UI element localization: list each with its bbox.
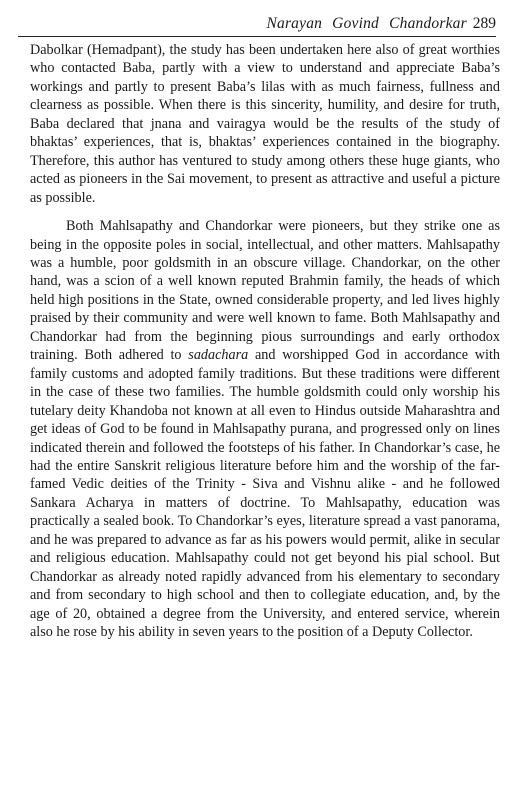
running-header-title: Narayan Govind Chandorkar: [266, 15, 467, 32]
paragraph-2: [30, 217, 500, 641]
paragraph-2-part-1: Both Mahlsapathy and Chandorkar were pioneers, but they strike one as being in the opposite poles in social, intellectual, and other matters. Mahlsapathy was a humble, poor goldsmith in an obscure village. Chandorkar, on the other hand, was a scion of a well known reputed Brahmin family, the heads of which held high positions in the State, owned considerable property, and led lives highly praised by their community and were well known to fame. Both Mahlsapathy and Chandorkar had from the beginning pious surroundings and early orthodox training. Both adhered to: [30, 218, 500, 364]
paragraph-1: Dabolkar (Hemadpant), the study has been undertaken here also of great worthies who contacted Baba, partly with a view to understand and appreciate Baba’s workings and partly to present Baba’s lilas with as much fairness, fullness and clearness as possible. When there is this sincerity, humility, and desire for truth, Baba declared that jnana and vairagya would be the results of the study of bhaktas’ experiences, that is, bhaktas’ experiences contained in the biography. Therefore, this author has ventured to study among others these huge giants, who acted as pioneers in the Sai movement, to present as attractive and useful a picture as possible.: [30, 42, 500, 206]
paragraph-2-part-2: and worshipped God in accordance with family customs and adopted family traditions. But these traditions were different in the case of these two families. The humble goldsmith could only worship his tutelary deity Khandoba not known at all even to Hindus outside Maharashtra and get ideas of God to be found in Mahlsapathy purana, and progressed only on lines indicated therein and followed the footsteps of his father. In Chandorkar’s case, he had the entire Sanskrit religious literature before him and the worship of the far-famed Vedic deities of the Trinity - Siva and Vishnu alike - and he followed Sankara Acharya in matters of doctrine. To Mahlsapathy, education was practically a sealed book. To Chandorkar’s eyes, literature spread a vast panorama, and he was prepared to advance as far as his powers would permit, alike in secular and religious education. Mahlsapathy could not get beyond his pial school. But Chandorkar as already noted rapidly advanced from his elementary to secondary and from secondary to high school and then to collegiate education, and, by the age of 20, obtained a degree from the University, and entered service, wherein also he rose by his ability in seven years to the position of a Deputy Collector.: [30, 347, 500, 641]
italic-term: sadachara: [188, 347, 249, 364]
body-text: [30, 41, 500, 642]
running-header: [266, 14, 496, 34]
header-rule: [18, 36, 496, 37]
page-number: 289: [472, 15, 496, 32]
